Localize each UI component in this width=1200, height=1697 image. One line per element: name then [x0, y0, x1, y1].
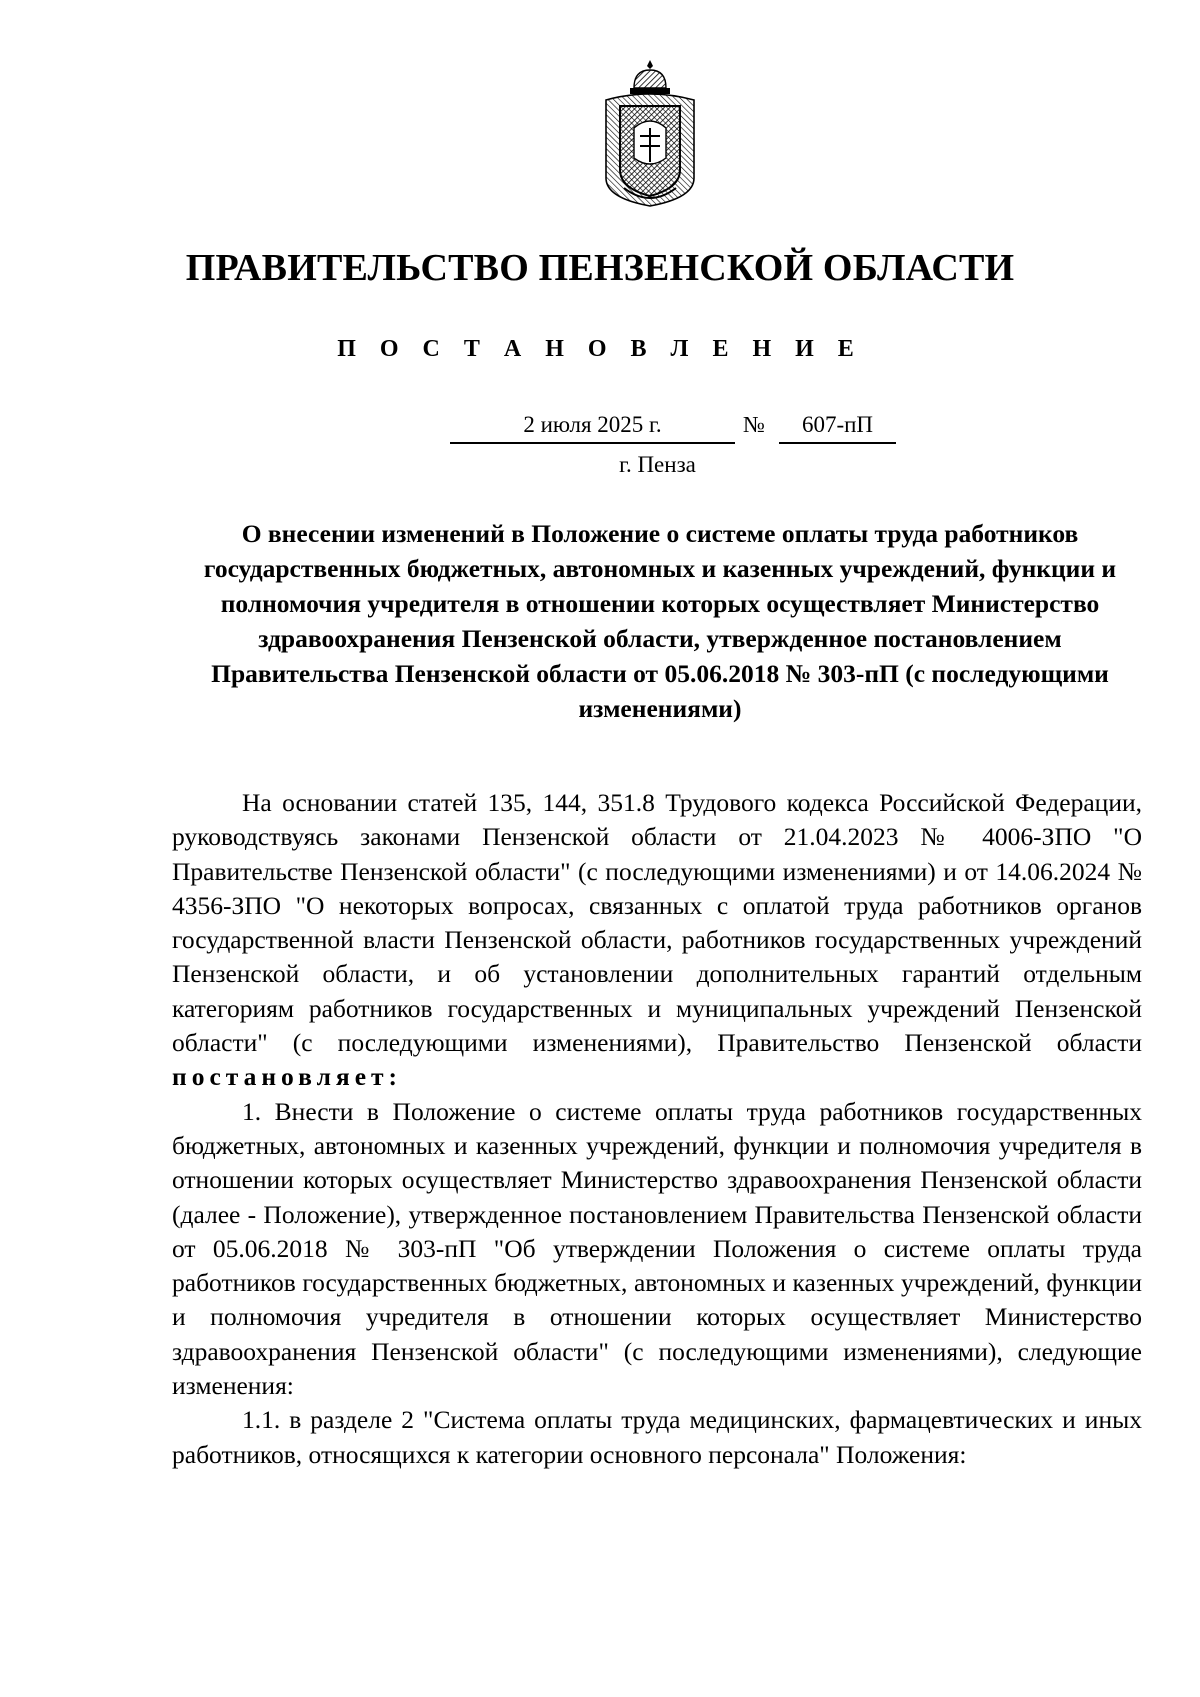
number-sign: №	[743, 412, 765, 437]
document-city: г. Пенза	[619, 452, 696, 477]
document-body	[172, 786, 1142, 1472]
document-dateline	[0, 408, 1200, 448]
coat-of-arms-emblem	[600, 58, 700, 208]
item-1-1-paragraph: 1.1. в разделе 2 "Система оплаты труда медицинских, фармацевтических и иных работников, относящихся к категории основного персонала" Положения:	[172, 1405, 1142, 1469]
document-subject: О внесении изменений в Положение о системе оплаты труда работников государственных бюджетных, автономных и казенных учреждений, функции и полномочия учредителя в отношении которых осуществляет Министерство здравоохранения Пензенской области, утвержденное постановлением Правительства Пензенской области от 05.06.2018 № 303-пП (с последующими изменениями)	[203, 519, 1117, 723]
item-1-paragraph: 1. Внести в Положение о системе оплаты труда работников государственных бюджетных, автономных и казенных учреждений, функции и полномочия учредителя в отношении которых осуществляет Министерство здравоохранения Пензенской области (далее - Положение), утвержденное постановлением Правительства Пензенской области от 05.06.2018 № 303-пП "Об утверждении Положения о системе оплаты труда работников государственных бюджетных, автономных и казенных учреждений, функции и полномочия учредителя в отношении которых осуществляет Министерство здравоохранения Пензенской области" (с последующими изменениями), следующие изменения:	[172, 1096, 1142, 1401]
document-number: 607-пП	[779, 408, 896, 444]
document-type: П О С Т А Н О В Л Е Н И Е	[337, 336, 863, 362]
resolution-word: постановляет:	[172, 1062, 403, 1092]
preamble-text: На основании статей 135, 144, 351.8 Трудового кодекса Российской Федерации, руководствуясь законами Пензенской области от 21.04.2023 № 4006-ЗПО "О Правительстве Пензенской области" (с последующими изменениями) и от 14.06.2024 № 4356-ЗПО "О некоторых вопросах, связанных с оплатой труда работников органов государственной власти Пензенской области, работников государственных учреждений Пензенской области, и об установлении дополнительных гарантий отдельным категориям работников государственных и муниципальных учреждений Пензенской области" (с последующими изменениями), Правительство Пензенской области	[172, 788, 1142, 1058]
preamble-paragraph	[172, 786, 1142, 1095]
document-date: 2 июля 2025 г.	[450, 408, 735, 444]
government-name: ПРАВИТЕЛЬСТВО ПЕНЗЕНСКОЙ ОБЛАСТИ	[185, 247, 1015, 289]
